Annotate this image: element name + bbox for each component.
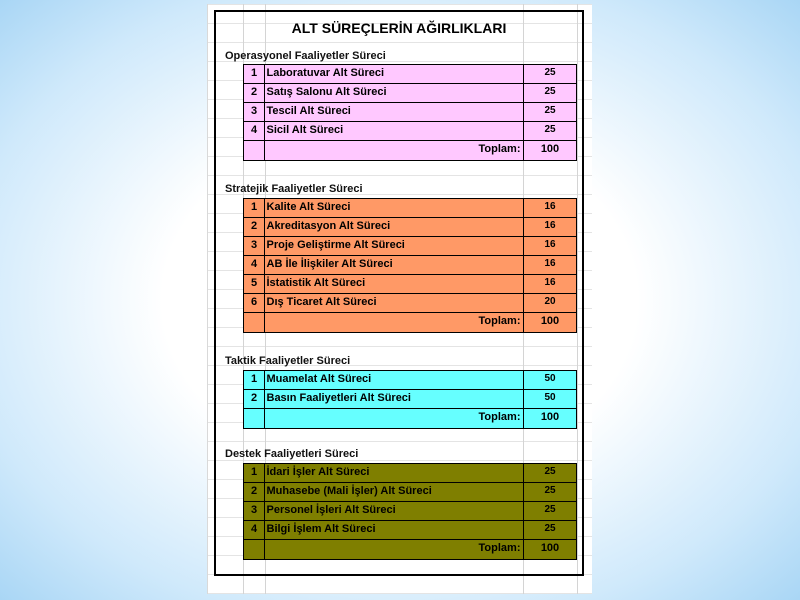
total-value: 100 (523, 140, 577, 161)
row-value: 50 (523, 370, 577, 391)
table-row (243, 217, 578, 236)
row-number: 1 (243, 198, 265, 219)
row-name: İstatistik Alt Süreci (264, 274, 525, 295)
row-name: Sicil Alt Süreci (264, 121, 525, 142)
row-name: Akreditasyon Alt Süreci (264, 217, 525, 238)
row-value: 16 (523, 198, 577, 219)
row-number: 4 (243, 255, 265, 276)
row-value: 25 (523, 520, 577, 541)
total-row (243, 312, 578, 331)
table-row (243, 198, 578, 217)
total-row (243, 539, 578, 558)
table-row (243, 64, 578, 83)
row-name: Proje Geliştirme Alt Süreci (264, 236, 525, 257)
row-number: 2 (243, 217, 265, 238)
section-title-destek: Destek Faaliyetleri Süreci (225, 448, 359, 460)
row-number: 1 (243, 64, 265, 85)
row-name: Muhasebe (Mali İşler) Alt Süreci (264, 482, 525, 503)
row-number: 1 (243, 370, 265, 391)
row-value: 25 (523, 121, 577, 142)
row-value: 20 (523, 293, 577, 314)
row-value: 50 (523, 389, 577, 410)
table-taktik (243, 370, 578, 427)
empty-cell (243, 408, 265, 429)
table-row (243, 520, 578, 539)
row-value: 25 (523, 482, 577, 503)
table-row (243, 389, 578, 408)
total-label: Toplam: (264, 312, 525, 333)
row-value: 25 (523, 83, 577, 104)
row-value: 25 (523, 64, 577, 85)
row-value: 16 (523, 274, 577, 295)
table-row (243, 463, 578, 482)
total-label: Toplam: (264, 408, 525, 429)
section-title-taktik: Taktik Faaliyetler Süreci (225, 355, 351, 367)
row-name: Kalite Alt Süreci (264, 198, 525, 219)
total-row (243, 140, 578, 159)
row-value: 25 (523, 501, 577, 522)
row-name: Basın Faaliyetleri Alt Süreci (264, 389, 525, 410)
section-title-stratejik: Stratejik Faaliyetler Süreci (225, 183, 363, 195)
table-row (243, 83, 578, 102)
table-destek (243, 463, 578, 558)
row-number: 3 (243, 501, 265, 522)
table-row (243, 255, 578, 274)
row-number: 1 (243, 463, 265, 484)
row-name: Tescil Alt Süreci (264, 102, 525, 123)
total-value: 100 (523, 539, 577, 560)
row-number: 2 (243, 83, 265, 104)
table-row (243, 501, 578, 520)
row-number: 4 (243, 121, 265, 142)
table-row (243, 274, 578, 293)
table-row (243, 370, 578, 389)
empty-cell (243, 140, 265, 161)
table-row (243, 121, 578, 140)
total-label: Toplam: (264, 140, 525, 161)
total-value: 100 (523, 312, 577, 333)
row-value: 25 (523, 463, 577, 484)
total-row (243, 408, 578, 427)
table-operasyonel (243, 64, 578, 159)
row-name: İdari İşler Alt Süreci (264, 463, 525, 484)
total-value: 100 (523, 408, 577, 429)
total-label: Toplam: (264, 539, 525, 560)
table-row (243, 293, 578, 312)
row-number: 5 (243, 274, 265, 295)
row-name: Laboratuvar Alt Süreci (264, 64, 525, 85)
row-number: 2 (243, 482, 265, 503)
row-name: AB İle İlişkiler Alt Süreci (264, 255, 525, 276)
table-row (243, 482, 578, 501)
row-value: 16 (523, 255, 577, 276)
row-name: Dış Ticaret Alt Süreci (264, 293, 525, 314)
page-title: ALT SÜREÇLERİN AĞIRLIKLARI (291, 20, 507, 36)
row-number: 2 (243, 389, 265, 410)
table-row (243, 236, 578, 255)
section-title-operasyonel: Operasyonel Faaliyetler Süreci (225, 50, 386, 62)
row-number: 3 (243, 236, 265, 257)
row-value: 25 (523, 102, 577, 123)
row-name: Muamelat Alt Süreci (264, 370, 525, 391)
row-name: Personel İşleri Alt Süreci (264, 501, 525, 522)
empty-cell (243, 539, 265, 560)
table-row (243, 102, 578, 121)
row-name: Bilgi İşlem Alt Süreci (264, 520, 525, 541)
row-number: 6 (243, 293, 265, 314)
empty-cell (243, 312, 265, 333)
row-value: 16 (523, 217, 577, 238)
row-value: 16 (523, 236, 577, 257)
table-stratejik (243, 198, 578, 331)
row-number: 3 (243, 102, 265, 123)
row-name: Satış Salonu Alt Süreci (264, 83, 525, 104)
row-number: 4 (243, 520, 265, 541)
